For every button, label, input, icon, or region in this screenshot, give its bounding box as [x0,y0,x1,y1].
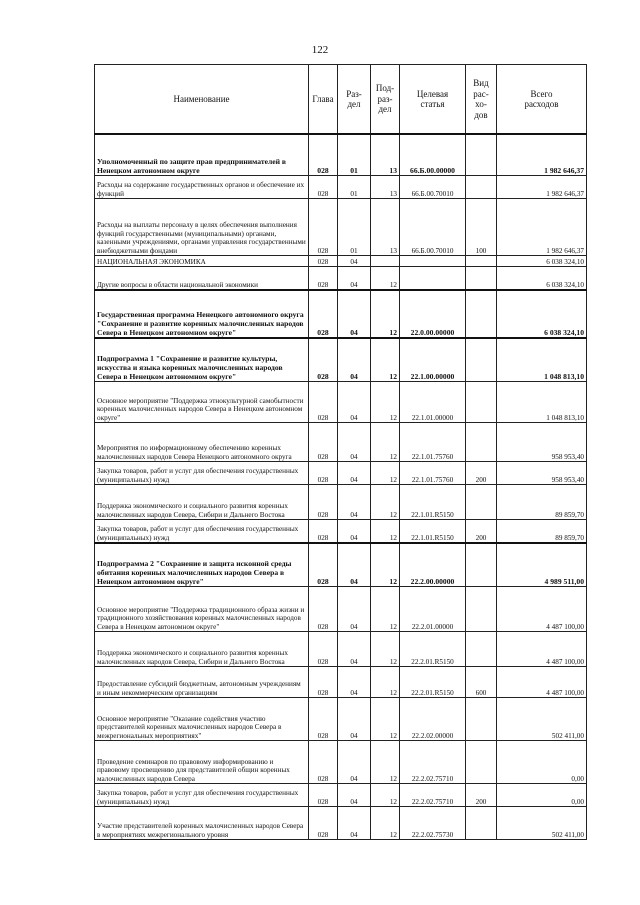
cell-target: 66.Б.00.00000 [400,134,466,176]
cell-subsection: 12 [371,423,400,462]
header-type: Вид рас- хо- дов [466,65,497,135]
cell-name: Расходы на выплаты персоналу в целях обеспечения выполнения функций государственными (муниципальными) органами, казенными учреждениями, органами управления государственными внебюджетными фондами [95,199,309,256]
cell-type [466,543,497,587]
cell-target: 22.2.01.R5150 [400,632,466,667]
table-header-row [95,65,587,135]
cell-section: 01 [338,134,371,176]
table-row [95,338,587,382]
table-row [95,807,587,840]
table-row [95,698,587,741]
cell-total: 4 487 100,00 [497,632,587,667]
cell-target [400,267,466,291]
table-row [95,256,587,267]
cell-section: 04 [338,543,371,587]
header-section: Раз- дел [338,65,371,135]
cell-type [466,290,497,338]
cell-type: 600 [466,667,497,698]
cell-target [400,256,466,267]
cell-chapter: 028 [309,423,338,462]
cell-name: Подпрограмма 1 "Сохранение и развитие культуры, искусства и языка коренных малочисленных народов Севера в Ненецком автономном округе" [95,338,309,382]
table-row [95,423,587,462]
cell-type: 100 [466,199,497,256]
table-row [95,462,587,485]
cell-subsection: 13 [371,134,400,176]
cell-chapter: 028 [309,338,338,382]
cell-total: 6 038 324,10 [497,290,587,338]
cell-chapter: 028 [309,382,338,423]
cell-name: Проведение семинаров по правовому информированию и правовому просвещению для представителей общин коренных малочисленных народов Севера [95,741,309,784]
cell-target: 22.2.02.00000 [400,698,466,741]
cell-target: 66.Б.00.70010 [400,199,466,256]
cell-name: Поддержка экономического и социального развития коренных малочисленных народов Севера, Сибири и Дальнего Востока [95,632,309,667]
cell-chapter: 028 [309,667,338,698]
cell-type [466,423,497,462]
cell-chapter: 028 [309,741,338,784]
cell-chapter: 028 [309,290,338,338]
cell-total: 6 038 324,10 [497,267,587,291]
cell-chapter: 028 [309,807,338,840]
header-target: Целевая статья [400,65,466,135]
cell-section: 04 [338,423,371,462]
cell-total: 89 859,70 [497,485,587,520]
cell-subsection: 12 [371,485,400,520]
cell-total: 1 982 646,37 [497,176,587,199]
header-chapter: Глава [309,65,338,135]
cell-type [466,485,497,520]
table-row [95,176,587,199]
cell-subsection: 12 [371,698,400,741]
cell-target: 22.1.01.75760 [400,423,466,462]
cell-type [466,256,497,267]
table-body [95,134,587,840]
cell-section: 04 [338,267,371,291]
cell-subsection: 12 [371,338,400,382]
table-row [95,382,587,423]
table-row [95,199,587,256]
cell-name: Закупка товаров, работ и услуг для обеспечения государственных (муниципальных) нужд [95,462,309,485]
table-row [95,290,587,338]
cell-subsection: 12 [371,741,400,784]
cell-total: 1 982 646,37 [497,134,587,176]
cell-chapter: 028 [309,134,338,176]
cell-type [466,267,497,291]
cell-total: 0,00 [497,784,587,807]
cell-total: 958 953,40 [497,462,587,485]
cell-name: Расходы на содержание государственных органов и обеспечение их функций [95,176,309,199]
cell-section: 04 [338,667,371,698]
cell-name: Поддержка экономического и социального развития коренных малочисленных народов Севера, Сибири и Дальнего Востока [95,485,309,520]
cell-subsection: 12 [371,587,400,632]
cell-section: 04 [338,256,371,267]
header-name: Наименование [95,65,309,135]
cell-type [466,134,497,176]
cell-target: 66.Б.00.70010 [400,176,466,199]
cell-subsection: 13 [371,199,400,256]
cell-target: 22.2.00.00000 [400,543,466,587]
cell-subsection: 13 [371,176,400,199]
cell-type: 200 [466,784,497,807]
cell-chapter: 028 [309,632,338,667]
cell-section: 04 [338,784,371,807]
cell-name: НАЦИОНАЛЬНАЯ ЭКОНОМИКА [95,256,309,267]
cell-chapter: 028 [309,267,338,291]
cell-total: 1 048 813,10 [497,338,587,382]
cell-total: 958 953,40 [497,423,587,462]
cell-subsection: 12 [371,382,400,423]
cell-name: Основное мероприятие "Поддержка традиционного образа жизни и традиционного хозяйствования коренных малочисленных народов Севера в Ненецком автономном округе" [95,587,309,632]
cell-type [466,741,497,784]
table-row [95,267,587,291]
cell-section: 04 [338,807,371,840]
cell-target: 22.0.00.00000 [400,290,466,338]
cell-chapter: 028 [309,587,338,632]
cell-subsection: 12 [371,667,400,698]
cell-type [466,632,497,667]
cell-target: 22.1.01.R5150 [400,520,466,544]
cell-type [466,176,497,199]
table-row [95,784,587,807]
cell-type [466,698,497,741]
cell-total: 1 982 646,37 [497,199,587,256]
cell-name: Закупка товаров, работ и услуг для обеспечения государственных (муниципальных) нужд [95,784,309,807]
cell-subsection [371,256,400,267]
cell-chapter: 028 [309,520,338,544]
cell-type: 200 [466,520,497,544]
cell-name: Закупка товаров, работ и услуг для обеспечения государственных (муниципальных) нужд [95,520,309,544]
cell-total: 6 038 324,10 [497,256,587,267]
cell-name: Основное мероприятие "Поддержка этнокультурной самобытности коренных малочисленных народов Севера в Ненецком автономном округе" [95,382,309,423]
cell-target: 22.2.02.75710 [400,784,466,807]
cell-subsection: 12 [371,807,400,840]
cell-subsection: 12 [371,543,400,587]
table-row [95,543,587,587]
cell-chapter: 028 [309,698,338,741]
cell-total: 4 989 511,00 [497,543,587,587]
cell-name: Основное мероприятие "Оказание содействия участию представителей коренных малочисленных народов Севера в межрегиональных мероприятиях" [95,698,309,741]
cell-target: 22.1.01.00000 [400,382,466,423]
cell-total: 0,00 [497,741,587,784]
cell-section: 01 [338,176,371,199]
cell-chapter: 028 [309,256,338,267]
cell-section: 04 [338,462,371,485]
cell-target: 22.1.01.75760 [400,462,466,485]
cell-total: 502 411,00 [497,698,587,741]
cell-subsection: 12 [371,784,400,807]
cell-name: Государственная программа Ненецкого автономного округа "Сохранение и развитие коренных малочисленных народов Севера в Ненецком автономном округе" [95,290,309,338]
cell-section: 04 [338,382,371,423]
cell-target: 22.2.02.75730 [400,807,466,840]
cell-type: 200 [466,462,497,485]
cell-target: 22.2.01.R5150 [400,667,466,698]
table-row [95,632,587,667]
cell-target: 22.1.00.00000 [400,338,466,382]
budget-table [94,64,587,840]
cell-name: Мероприятия по информационному обеспечению коренных малочисленных народов Севера Ненецкого автономного округа [95,423,309,462]
cell-total: 4 487 100,00 [497,587,587,632]
cell-total: 1 048 813,10 [497,382,587,423]
page-number: 122 [311,44,329,56]
cell-total: 89 859,70 [497,520,587,544]
cell-section: 04 [338,485,371,520]
cell-subsection: 12 [371,520,400,544]
cell-name: Участие представителей коренных малочисленных народов Севера в мероприятиях межрегионального уровня [95,807,309,840]
cell-target: 22.2.02.75710 [400,741,466,784]
header-subsection: Под- раз- дел [371,65,400,135]
cell-section: 04 [338,632,371,667]
cell-name: Предоставление субсидий бюджетным, автономным учреждениям и иным некоммерческим организациям [95,667,309,698]
cell-section: 04 [338,698,371,741]
cell-chapter: 028 [309,199,338,256]
table-row [95,587,587,632]
cell-section: 04 [338,338,371,382]
table-row [95,520,587,544]
cell-subsection: 12 [371,290,400,338]
cell-type [466,587,497,632]
cell-section: 04 [338,290,371,338]
cell-chapter: 028 [309,784,338,807]
cell-subsection: 12 [371,267,400,291]
cell-chapter: 028 [309,176,338,199]
cell-chapter: 028 [309,462,338,485]
cell-chapter: 028 [309,485,338,520]
cell-type [466,807,497,840]
cell-type [466,382,497,423]
cell-type [466,338,497,382]
cell-target: 22.2.01.00000 [400,587,466,632]
cell-section: 04 [338,741,371,784]
cell-subsection: 12 [371,462,400,485]
cell-subsection: 12 [371,632,400,667]
cell-total: 502 411,00 [497,807,587,840]
cell-section: 01 [338,199,371,256]
cell-section: 04 [338,520,371,544]
table-row [95,667,587,698]
cell-target: 22.1.01.R5150 [400,485,466,520]
table-row [95,134,587,176]
header-total: Всего расходов [497,65,587,135]
table-row [95,485,587,520]
cell-total: 4 487 100,00 [497,667,587,698]
cell-section: 04 [338,587,371,632]
cell-chapter: 028 [309,543,338,587]
cell-name: Другие вопросы в области национальной экономики [95,267,309,291]
cell-name: Уполномоченный по защите прав предпринимателей в Ненецком автономном округе [95,134,309,176]
table-row [95,741,587,784]
cell-name: Подпрограмма 2 "Сохранение и защита исконной среды обитания коренных малочисленных народов Севера в Ненецком автономном округе" [95,543,309,587]
